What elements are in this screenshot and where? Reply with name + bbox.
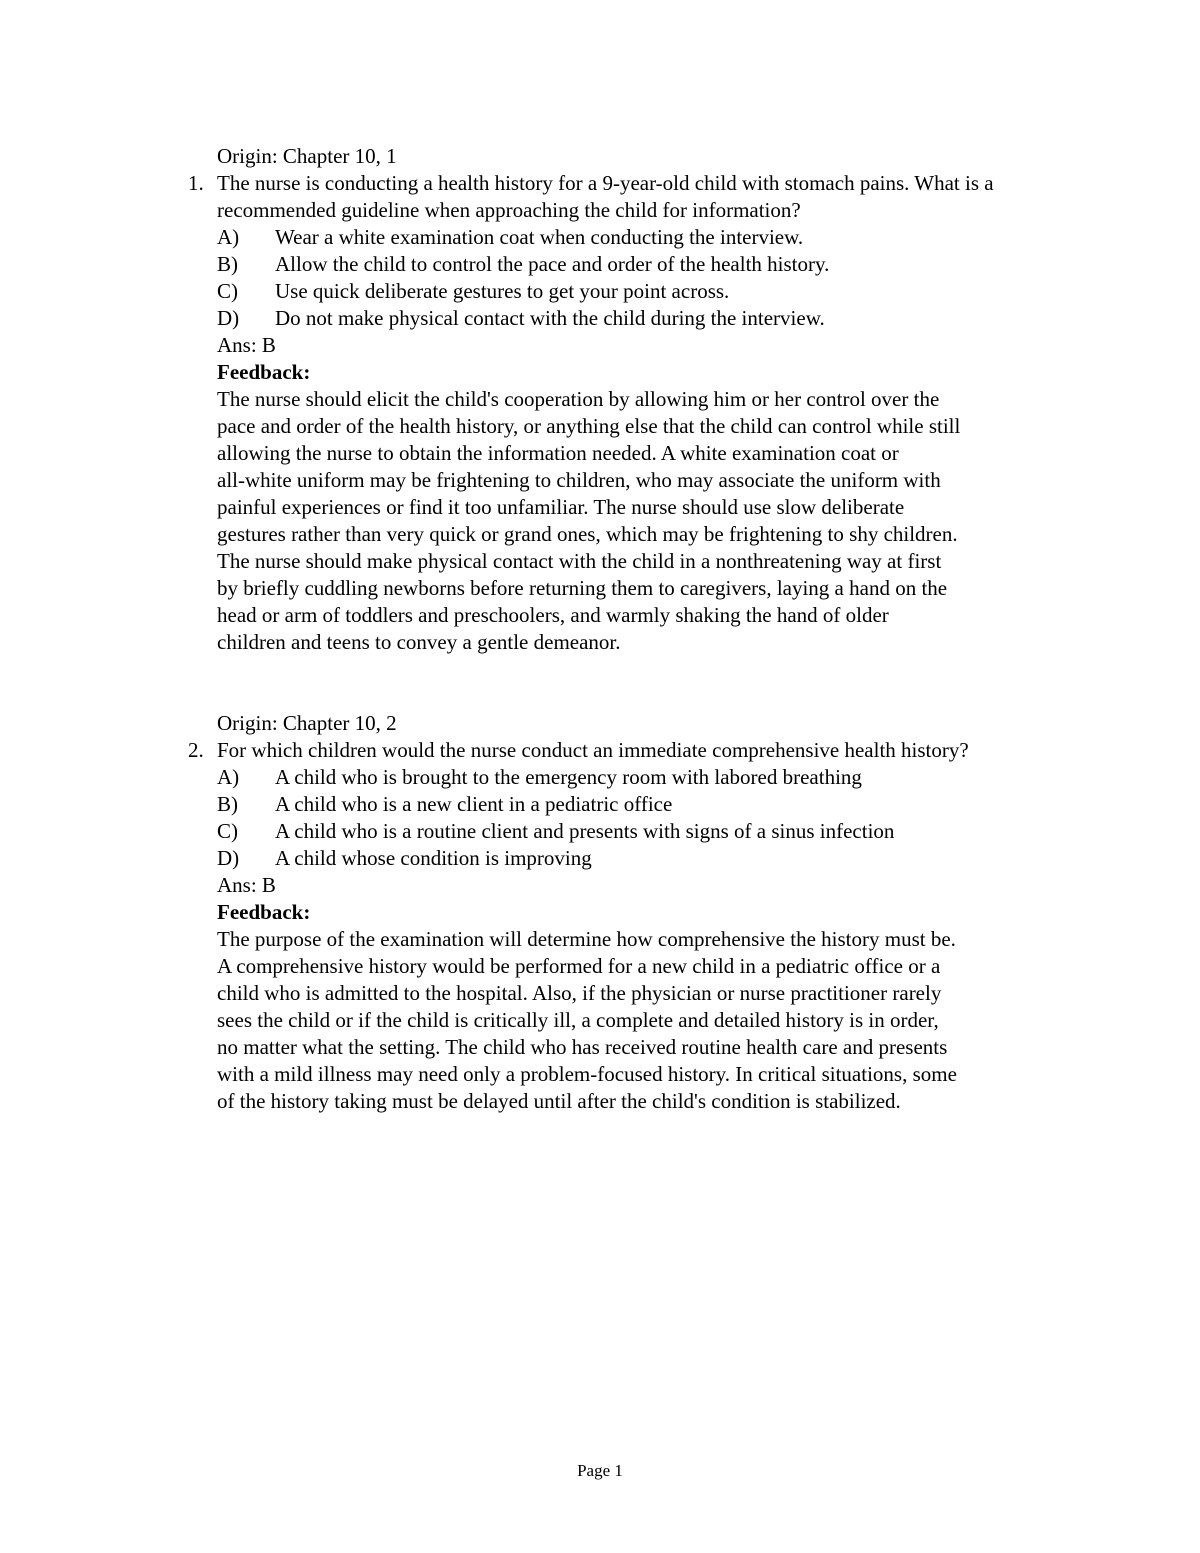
- option-text: A child who is a routine client and presents with signs of a sinus infection: [275, 819, 895, 843]
- feedback-line: child who is admitted to the hospital. Also, if the physician or nurse practitioner rarely: [217, 981, 942, 1005]
- answer-key: Ans: B: [217, 333, 276, 357]
- option-letter: A): [217, 225, 240, 249]
- question-stem: [188, 170, 1068, 224]
- option-letter: B): [217, 252, 238, 276]
- feedback-line: by briefly cuddling newborns before returning them to caregivers, laying a hand on the: [217, 576, 948, 600]
- option-letter: D): [217, 846, 240, 870]
- feedback-line: sees the child or if the child is critically ill, a complete and detailed history is in order,: [217, 1008, 939, 1032]
- feedback-line: all-white uniform may be frightening to children, who may associate the uniform with: [217, 468, 941, 492]
- feedback-text: [188, 926, 1052, 1115]
- feedback-line: of the history taking must be delayed until after the child's condition is stabilized.: [217, 1089, 901, 1113]
- feedback-line: painful experiences or find it too unfamiliar. The nurse should use slow deliberate: [217, 495, 905, 519]
- option-letter: A): [217, 765, 240, 789]
- option-text: Wear a white examination coat when conducting the interview.: [275, 225, 804, 249]
- question-text: For which children would the nurse conduct an immediate comprehensive health history?: [217, 738, 969, 762]
- question-origin: Origin: Chapter 10, 2: [217, 711, 397, 735]
- feedback-label: Feedback:: [217, 360, 311, 384]
- feedback-line: A comprehensive history would be performed for a new child in a pediatric office or a: [217, 954, 941, 978]
- option-text: Use quick deliberate gestures to get your point across.: [275, 279, 730, 303]
- option-letter: C): [217, 819, 238, 843]
- answer-option-c: [188, 818, 1068, 845]
- feedback-label: Feedback:: [217, 900, 311, 924]
- answer-option-a: [188, 764, 1068, 791]
- option-text: Allow the child to control the pace and order of the health history.: [275, 252, 830, 276]
- option-text: Do not make physical contact with the child during the interview.: [275, 306, 825, 330]
- answer-option-d: [188, 845, 1068, 872]
- option-letter: D): [217, 306, 240, 330]
- answer-option-a: [188, 224, 1068, 251]
- feedback-line: no matter what the setting. The child who has received routine health care and presents: [217, 1035, 948, 1059]
- feedback-text: [188, 386, 1052, 656]
- answer-option-d: [188, 305, 1068, 332]
- feedback-line: head or arm of toddlers and preschoolers, and warmly shaking the hand of older: [217, 603, 889, 627]
- question-number: 1.: [188, 171, 204, 195]
- question-block-2: [188, 710, 1068, 1115]
- question-block-1: [188, 143, 1068, 656]
- feedback-line: The purpose of the examination will determine how comprehensive the history must be.: [217, 927, 956, 951]
- question-origin: Origin: Chapter 10, 1: [217, 144, 397, 168]
- feedback-line: children and teens to convey a gentle demeanor.: [217, 630, 621, 654]
- option-letter: B): [217, 792, 238, 816]
- question-stem: [188, 737, 1068, 764]
- question-text: The nurse is conducting a health history for a 9-year-old child with stomach pains. What is a recommended guideline when approaching the child for information?: [217, 171, 994, 222]
- answer-option-b: [188, 251, 1068, 278]
- feedback-line: allowing the nurse to obtain the information needed. A white examination coat or: [217, 441, 899, 465]
- feedback-line: with a mild illness may need only a problem-focused history. In critical situations, some: [217, 1062, 957, 1086]
- feedback-line: gestures rather than very quick or grand ones, which may be frightening to shy children.: [217, 522, 958, 546]
- option-text: A child whose condition is improving: [275, 846, 592, 870]
- question-number: 2.: [188, 738, 204, 762]
- answer-option-b: [188, 791, 1068, 818]
- option-letter: C): [217, 279, 238, 303]
- option-text: A child who is brought to the emergency room with labored breathing: [275, 765, 862, 789]
- page-number: Page 1: [577, 1461, 623, 1480]
- feedback-line: The nurse should make physical contact with the child in a nonthreatening way at first: [217, 549, 942, 573]
- answer-key: Ans: B: [217, 873, 276, 897]
- answer-option-c: [188, 278, 1068, 305]
- feedback-line: pace and order of the health history, or anything else that the child can control while still: [217, 414, 961, 438]
- feedback-line: The nurse should elicit the child's cooperation by allowing him or her control over the: [217, 387, 940, 411]
- option-text: A child who is a new client in a pediatric office: [275, 792, 673, 816]
